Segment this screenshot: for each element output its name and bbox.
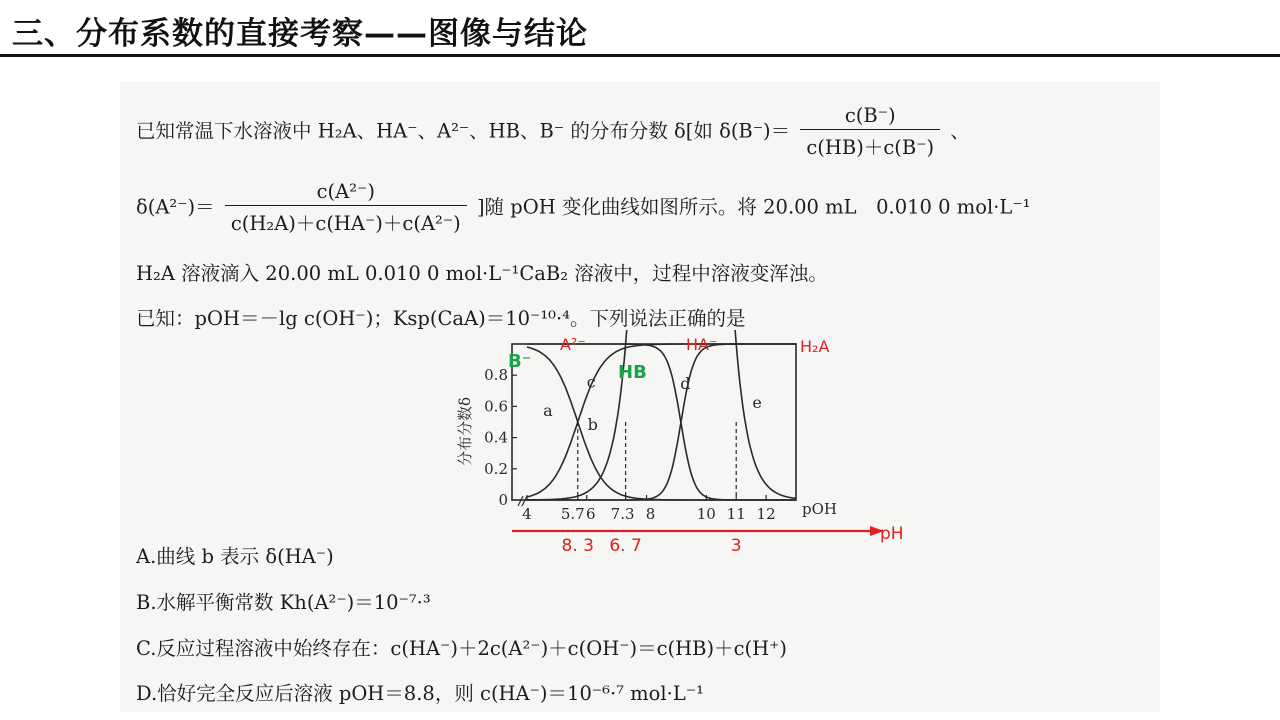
option-a[interactable]: A.曲线 b 表示 δ(HA⁻) [136,545,334,568]
y-tick-label: 0 [498,491,508,509]
x-tick-label: 4 [522,505,532,523]
x-tick-label: 5.7 [560,505,585,523]
fraction-numerator: c(B⁻) [800,104,940,130]
fraction-denominator: c(H₂A)＋c(HA⁻)＋c(A²⁻) [230,212,461,235]
ph-value-label: 6. 7 [609,536,642,555]
label-a2-minus: A²⁻ [560,335,586,354]
line1-prefix: 已知常温下水溶液中 H₂A、HA⁻、A²⁻、HB、B⁻ 的分布分数 δ[如 δ(B⁻)＝ [136,119,791,143]
option-d[interactable]: D.恰好完全反应后溶液 pOH＝8.8，则 c(HA⁻)＝10⁻⁶·⁷ mol·L⁻¹ [136,682,704,705]
distribution-chart [440,330,910,555]
label-h2a: H₂A [800,337,830,356]
label-b-minus: B⁻ [508,351,532,372]
problem-line-1 [136,104,970,160]
ph-value-label: 8. 3 [561,536,594,555]
problem-line-2 [136,180,1030,236]
y-axis-label: 分布分数δ [456,396,474,466]
x-tick-label: 11 [726,505,746,523]
curve-d [527,330,796,500]
curve-letter-c: c [586,372,596,392]
line1-suffix: 、 [950,119,970,143]
chart-curves [527,330,796,500]
x-tick-label: 10 [696,505,716,523]
page-title: 三、分布系数的直接考察——图像与结论 [12,16,588,52]
fraction-numerator: c(A²⁻) [225,180,467,206]
x-tick-label: 12 [756,505,776,523]
y-tick-label: 0.4 [484,428,508,447]
curve-letter-e: e [752,392,762,412]
x-tick-label: 6 [585,505,596,523]
fraction-delta-a [225,180,467,236]
curve-b [527,344,796,497]
curve-letter-a: a [543,400,553,420]
line2-suffix: ]随 pOH 变化曲线如图所示。将 20.00 mL 0.010 0 mol·L⁻¹ [476,195,1031,219]
curve-c [527,344,796,500]
line2-prefix: δ(A²⁻)＝ [136,195,215,219]
x-tick-label: 8 [645,505,656,523]
y-tick-label: 0.8 [484,366,508,385]
problem-line-4: 已知：pOH＝－lg c(OH⁻)；Ksp(CaA)＝10⁻¹⁰·⁴。下列说法正确的是 [136,307,746,330]
label-ha-minus: HA⁻ [686,335,718,354]
curve-a [527,347,796,500]
ph-value-label: 3 [730,536,742,555]
curve-letter-b: b [587,414,598,434]
curve-letter-d: d [680,374,691,394]
option-c[interactable]: C.反应过程溶液中始终存在：c(HA⁻)＋2c(A²⁻)＋c(OH⁻)＝c(HB)＋c(H⁺) [136,637,788,660]
option-b[interactable]: B.水解平衡常数 Kh(A²⁻)＝10⁻⁷·³ [136,591,431,614]
label-hb: HB [618,362,647,383]
y-tick-label: 0.6 [484,397,508,416]
problem-line-3: H₂A 溶液滴入 20.00 mL 0.010 0 mol·L⁻¹CaB₂ 溶液中，过程中溶液变浑浊。 [136,262,828,285]
ph-axis-label: pH [880,524,904,544]
x-axis-label: pOH [802,500,837,518]
x-tick-label: 7.3 [610,505,635,523]
title-underline [0,54,1280,57]
curve-e [527,344,796,500]
y-tick-label: 0.2 [484,459,508,478]
fraction-delta-b [800,104,940,160]
fraction-denominator: c(HB)＋c(B⁻) [806,136,935,159]
